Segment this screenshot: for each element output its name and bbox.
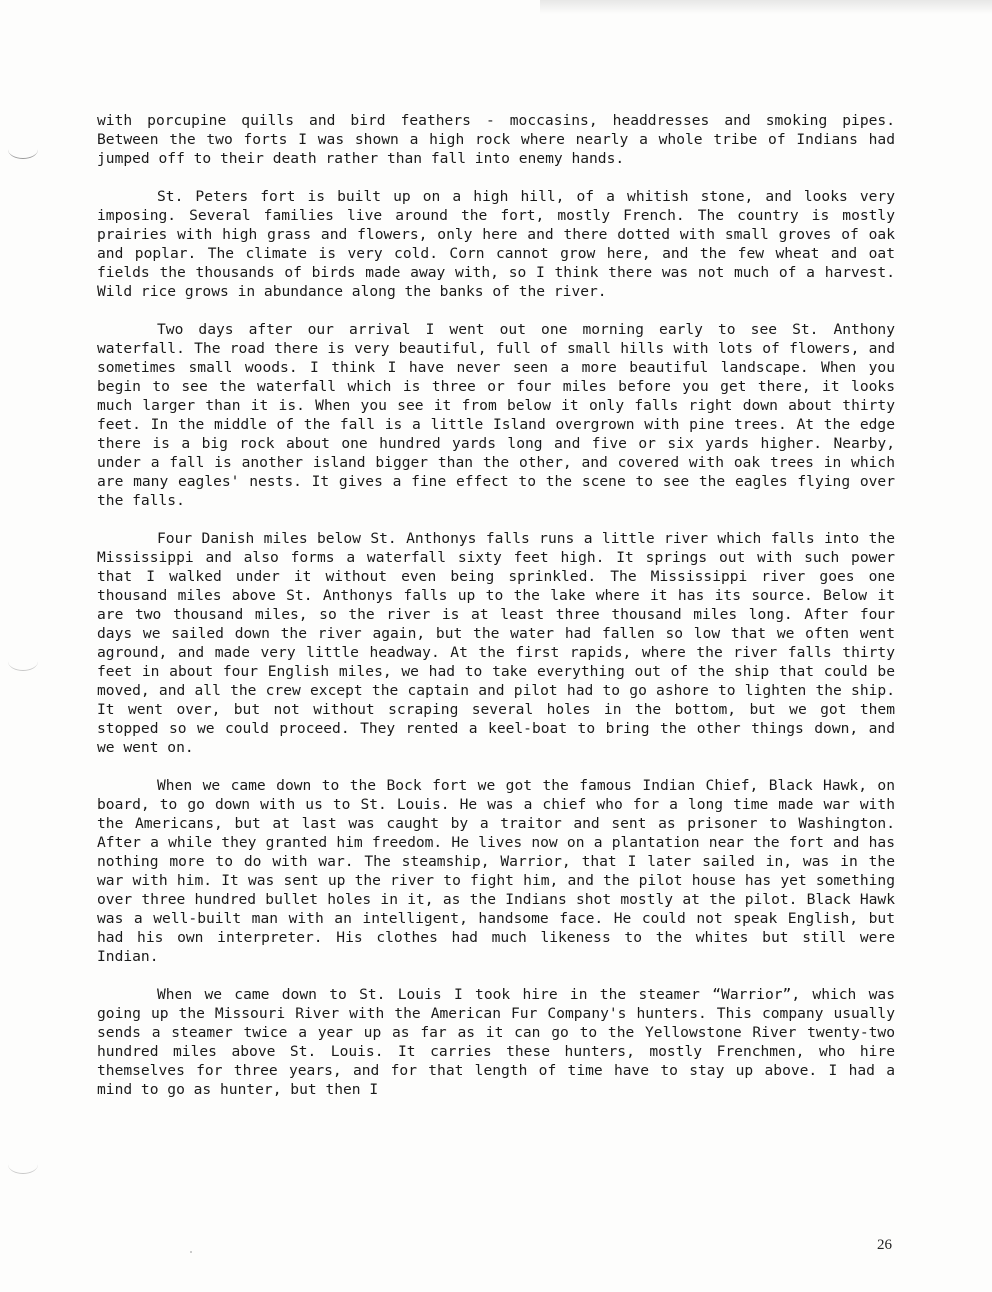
scan-edge-shadow: [540, 0, 992, 14]
paragraph: with porcupine quills and bird feathers - moccasins, headdresses and smoking pipes. Between the two forts I was shown a high rock where nearly a whole tribe of Indians had jumped off to their death rather than fall into enemy hands.: [97, 112, 895, 167]
paragraph: St. Peters fort is built up on a high hill, of a whitish stone, and looks very imposing. Several families live around the fort, mostly French. The country is mostly prairies with high grass and flowers, only here and there dotted with small groves of oak and poplar. The climate is very cold. Corn cannot grow here, and the few wheat and oat fields the thousands of birds made away with, so I think there was not much of a harvest. Wild rice grows in abundance along the banks of the river.: [97, 188, 895, 300]
binder-hole-mark: [8, 140, 38, 159]
scan-speck: [190, 1251, 192, 1253]
paragraph: When we came down to the Bock fort we got the famous Indian Chief, Black Hawk, on board, to go down with us to St. Louis. He was a chief who for a long time made war with the Americans, but at last was caught by a traitor and sent as prisoner to Washington. After a while they granted him freedom. He lives now on a plantation near the fort and has nothing more to do with war. The steamship, Warrior, that I later sailed in, was in the war with him. It was sent up the river to fight him, and the pilot house has yet something over three hundred bullet holes in it, as the Indians shot mostly at the pilot. Black Hawk was a well-built man with an intelligent, handsome face. He could not speak English, but had his own interpreter. His clothes had much likeness to the whites but still were Indian.: [97, 777, 895, 965]
paragraph: Four Danish miles below St. Anthonys falls runs a little river which falls into the Mississippi and also forms a waterfall sixty feet high. It springs out with such power that I walked under it without even being sprinkled. The Mississippi river goes one thousand miles above St. Anthonys falls up to the lake where it has its source. Below it are two thousand miles, so the river is at least three thousand miles long. After four days we sailed down the river again, but the water had fallen so low that we often went aground, and made very little headway. At the first rapids, where the river falls thirty feet in about four English miles, we had to take everything out of the ship that could be moved, and all the crew except the captain and pilot had to go ashore to lighten the ship. It went over, but not without scraping several holes in the bottom, but we got them stopped so we could proceed. They rented a keel-boat to bring the other things down, and we went on.: [97, 530, 895, 756]
body-text: [97, 111, 895, 1118]
binder-hole-mark: [8, 1155, 38, 1174]
paragraph: Two days after our arrival I went out one morning early to see St. Anthony waterfall. The road there is very beautiful, full of small hills with lots of flowers, and sometimes small woods. I think I have never seen a more beautiful landscape. When you begin to see the waterfall which is three or four miles before you get there, it looks much larger than it is. When you see it from below it only falls right down about thirty feet. In the middle of the fall is a little Island overgrown with pine trees. At the edge there is a big rock about one hundred yards long and five or six yards higher. Nearby, under a fall is another island bigger than the other, and covered with oak trees in which are many eagles' nests. It gives a fine effect to the scene to see the eagles flying over the falls.: [97, 321, 895, 509]
binder-hole-mark: [8, 652, 38, 671]
paragraph: When we came down to St. Louis I took hire in the steamer “Warrior”, which was going up the Missouri River with the American Fur Company's hunters. This company usually sends a steamer twice a year up as far as it can go to the Yellowstone River twenty-two hundred miles above St. Louis. It carries these hunters, mostly Frenchmen, who hire themselves for three years, and for that length of time have to stay up above. I had a mind to go as hunter, but then I: [97, 986, 895, 1098]
page-number: 26: [877, 1237, 892, 1253]
